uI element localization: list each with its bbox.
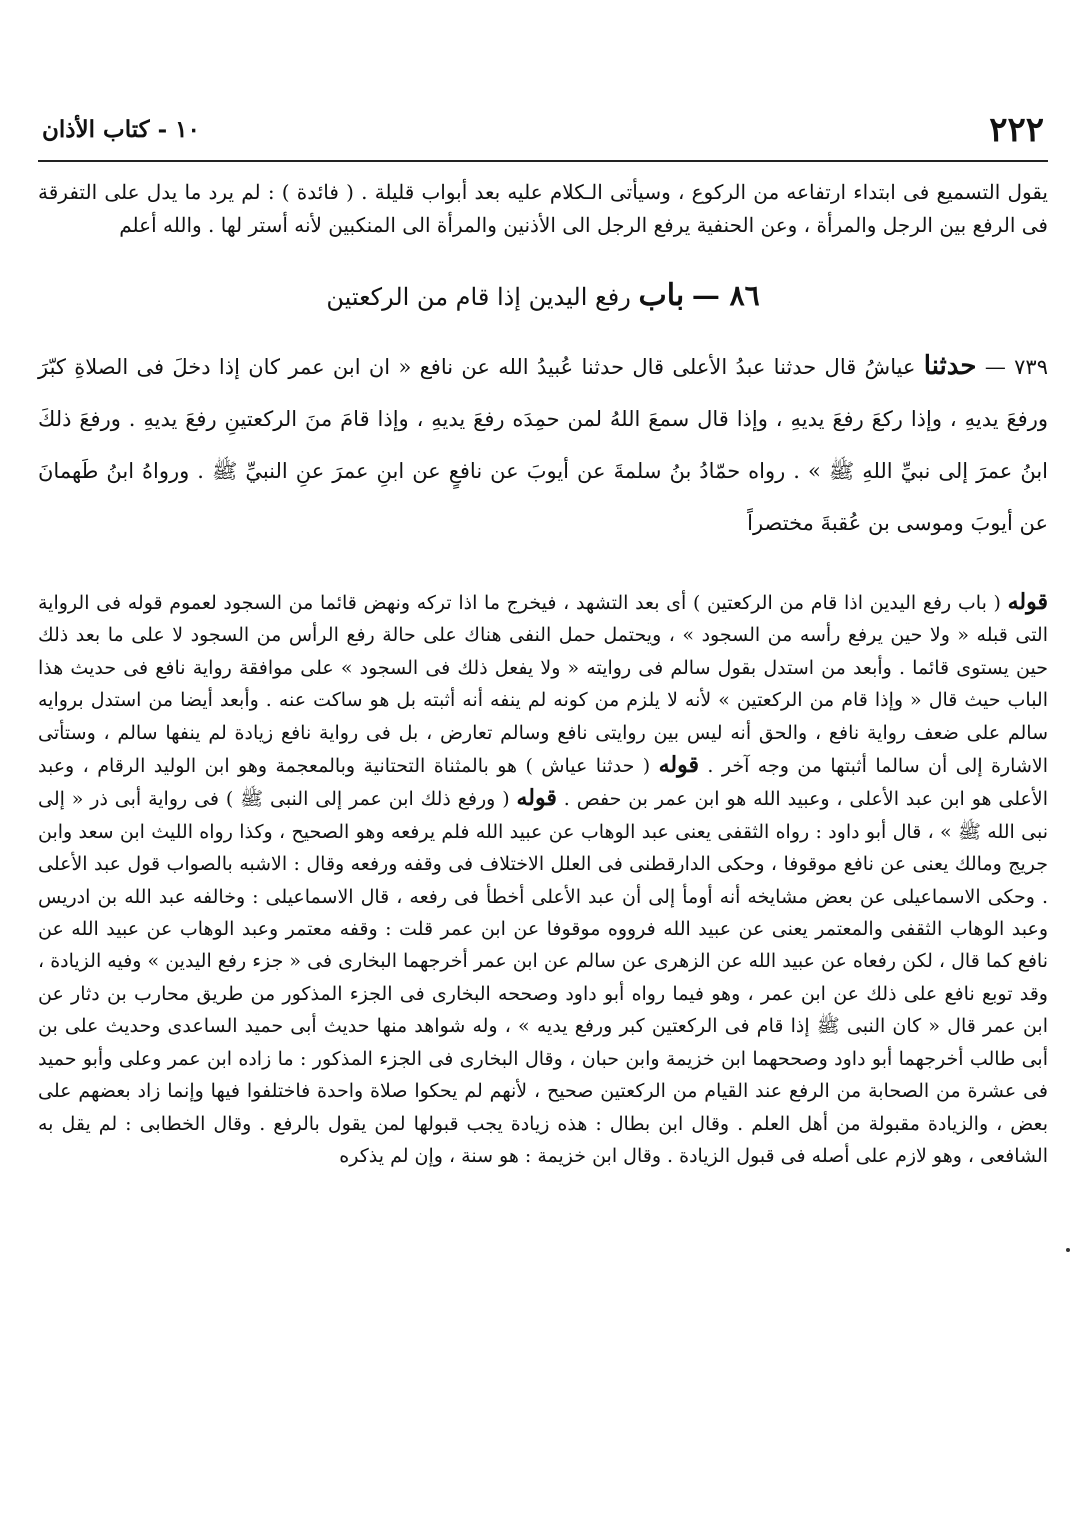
page-header — [38, 108, 1048, 158]
commentary-block — [38, 586, 1048, 1172]
header-divider — [38, 160, 1048, 162]
book-title: ١٠ - كتاب الأذان — [42, 116, 200, 143]
commentary-text: ( باب رفع اليدين اذا قام من الركعتين ) أى بعد التشهد ، فيخرج ما اذا تركه ونهض قائما من السجود لعموم قوله فى الرواية التى قبله « ولا حين يرفع رأسه من السجود » ، ويحتمل حمل النفى هناك على حالة رفع الرأس من السجود لا على ما بعد ذلك حين يستوى قائما . وأبعد من استدل بقول سالم فى روايته « ولا يفعل ذلك فى السجود » على موافقة رواية نافع فى حديث هذا الباب حيث قال « وإذا قام من الركعتين » لأنه لا يلزم من كونه لم ينفه أنه أثبته بل هو ساكت عنه . وأبعد أيضا من استدل بروايه سالم على ضعف رواية نافع ، والحق أنه ليس بين روايتى نافع وسالم تعارض ، بل فى رواية نافع زيادة لم ينفها سالم ، وستأتى الاشارة إلى أن سالما أثبتها من وجه آخر . — [38, 592, 1048, 778]
hadith-number: ٧٣٩ — — [984, 355, 1048, 379]
margin-dot — [1066, 1248, 1070, 1252]
commentary-text: ( حدثنا عياش ) هو بالمثناة التحتانية وبالمعجمة وهو ابن الوليد الرقام ، وعبد الأعلى هو ابن عبد الأعلى ، وعبيد الله هو ابن عمر بن حفص . — [38, 755, 1049, 811]
commentary-keyword: قوله — [658, 752, 699, 779]
hadith-keyword: حدثنا — [923, 351, 977, 381]
page-number: ٢٢٢ — [989, 110, 1044, 150]
chapter-title: رفع اليدين إذا قام من الركعتين — [326, 283, 631, 311]
intro-paragraph: يقول التسميع فى ابتداء ارتفاعه من الركوع ، وسيأتى الـكلام عليه بعد أبواب قليلة . ( فائدة ) : لم يرد ما يدل على التفرقة فى الرفع بين الرجل والمرأة ، وعن الحنفية يرفع الرجل الى الأذنين والمرأة الى المنكبين لأنه أستر لها . والله أعلم — [38, 180, 1048, 237]
commentary-keyword: قوله — [516, 785, 557, 812]
chapter-heading — [38, 276, 1048, 317]
chapter-number: ٨٦ — — [691, 279, 760, 312]
commentary-keyword: قوله — [1007, 589, 1048, 615]
hadith-text-block — [38, 340, 1048, 549]
commentary-text: ( ورفع ذلك ابن عمر إلى النبى ﷺ ) فى رواية أبى ذر « إلى نبى الله ﷺ » ، قال أبو داود : رواه الثقفى يعنى عبد الوهاب عن عبيد الله فلم يرفعه وهو الصحيح ، وكذا رواه الليث ابن سعد وابن جريج ومالك يعنى عن نافع موقوفا ، وحكى الدارقطنى فى العلل الاختلاف فى وقفه ورفعه وقال : الاشبه بالصواب قول عبد الأعلى . وحكى الاسماعيلى عن بعض مشايخه أنه أومأ إلى أن عبد الأعلى أخطأ فى رفعه ، قال الاسماعيلى : وخالفه عبد الله بن ادريس وعبد الوهاب الثقفى والمعتمر يعنى عن عبيد الله فرووه موقوفا عن ابن عمر قلت : وقفه معتمر وعبد الوهاب عن عبيد الله عن نافع كما قال ، لكن رفعاه عن عبيد الله عن الزهرى عن سالم عن ابن عمر أخرجهما البخارى فى « جزء رفع اليدين » وفيه الزيادة ، وقد توبع نافع على ذلك عن ابن عمر ، وهو فيما رواه أبو داود وصححه البخارى فى الجزء المذكور من طريق محارب بن دثار عن ابن عمر قال « كان النبى ﷺ إذا قام فى الركعتين كبر ورفع يديه » ، وله شواهد منها حديث أبى حميد الساعدى وحديث على بن أبى طالب أخرجهما أبو داود وصححهما ابن خزيمة وابن حبان ، وقال البخارى فى الجزء المذكور : ما زاده ابن عمر وعلى وأبو حميد فى عشرة من الصحابة من الرفع عند القيام من الركعتين صحيح ، لأنهم لم يحكوا صلاة واحدة فاختلفوا فيها وإنما زاد بعضهم على بعض ، والزيادة مقبولة من أهل العلم . وقال ابن بطال : هذه زيادة يجب قبولها لمن يقول بالرفع . وقال الخطابى : لم يقل به الشافعى ، وهو لازم على أصله فى قبول الزيادة . وقال ابن خزيمة : هو سنة ، وإن لم يذكره — [38, 788, 1048, 1167]
chapter-word: باب — [638, 278, 685, 313]
hadith-text: عياشُ قال حدثنا عبدُ الأعلى قال حدثنا عُبيدُ الله عن نافع « ان ابن عمر كان إذا دخلَ فى الصلاةِ كبّرَ ورفعَ يديهِ ، وإذا ركعَ رفعَ يديهِ ، وإذا قال سمعَ اللهُ لمن حمِدَه رفعَ يديهِ ، وإذا قامَ منَ الركعتينِ رفعَ يديهِ . ورفعَ ذلكَ ابنُ عمرَ إلى نبيِّ اللهِ ﷺ » . رواه حمّادُ بنُ سلمةَ عن أيوبَ عن نافعٍ عن ابنِ عمرَ عنِ النبيِّ ﷺ . ورواهُ ابنُ طَهمانَ عن أيوبَ وموسى بن عُقبةَ مختصراً — [38, 355, 1048, 535]
